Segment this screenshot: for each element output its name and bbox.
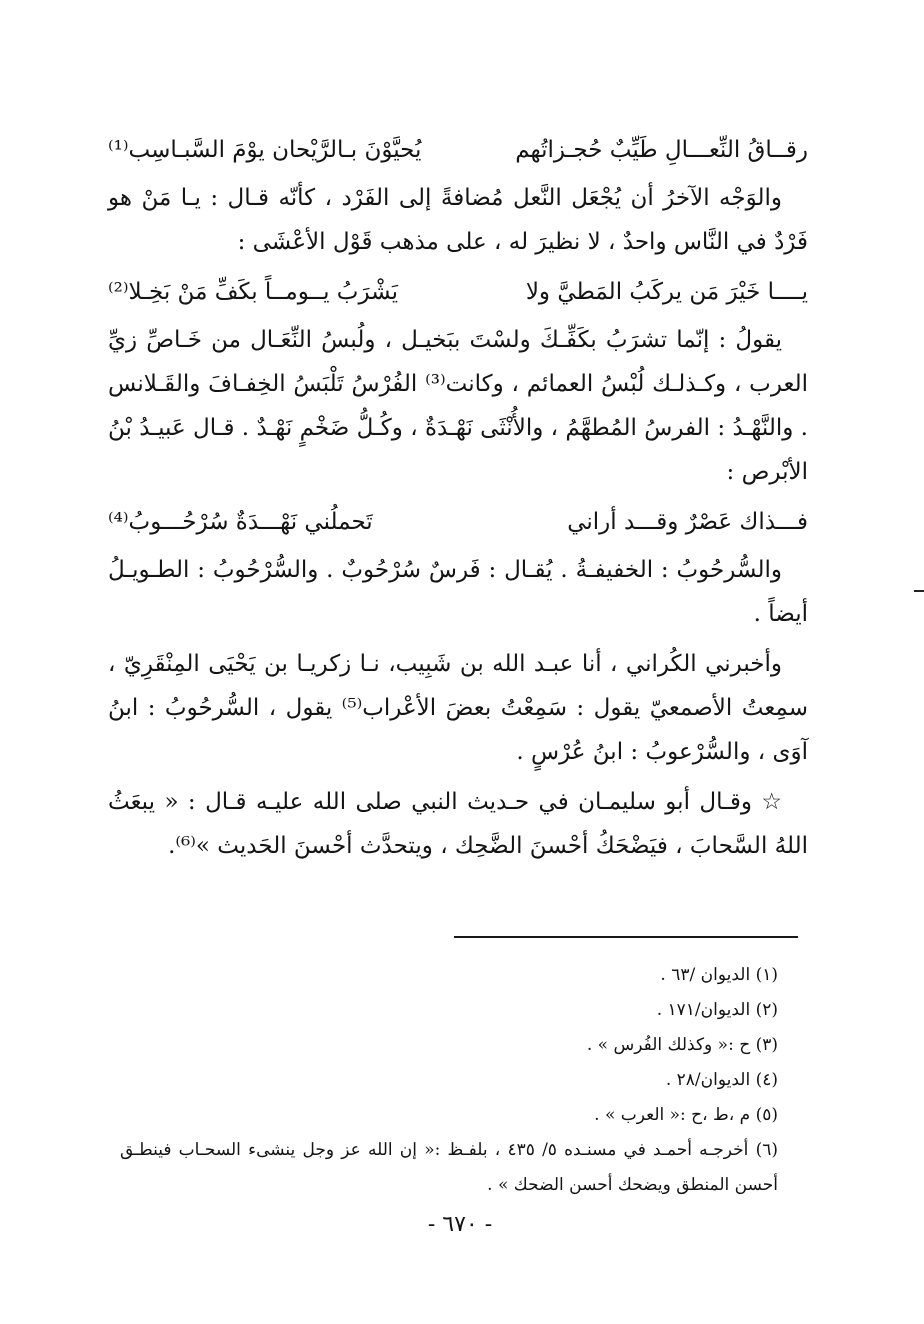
verse-2 bbox=[108, 270, 808, 314]
paragraph-5: ☆ وقـال أبو سليمـان في حـديث النبي صلى الله عليـه قـال : « يبعَثُ اللهُ السَّحابَ ، فيَضْحَكُ أحْسنَ الضَّحِك ، ويتحدَّث أحْسنَ الحَديث »⁽⁶⁾. bbox=[108, 789, 808, 859]
footnote-5: (٥) م ،ط ،ح :« العرب » . bbox=[594, 1105, 778, 1125]
verse-1-second-hemistich: يُحيَّوْنَ بـالرَّيْحان يوْمَ السَّبـاسِب⁽¹⁾ bbox=[108, 137, 422, 163]
footnote-3: (٣) ح :« وكذلك الفُرس » . bbox=[586, 1035, 778, 1055]
page-number: - ٦٧٠ - bbox=[427, 1212, 493, 1237]
footnotes bbox=[120, 958, 800, 1203]
paragraph-1: والوَجْه الآخرُ أن يُجْعَل النَّعل مُضافةً إلى الفَرْد ، كأنّه قـال : يـا مَنْ هو فَرْدٌ في النَّاس واحدٌ ، لا نظيرَ له ، على مذهب قَوْل الأعْشَى : bbox=[108, 185, 808, 255]
footnote-1: (١) الديوان /٦٣ . bbox=[660, 965, 778, 985]
verse-2-first-hemistich: يــــا خَيْرَ مَن يركَبُ المَطيَّ ولا bbox=[525, 279, 808, 305]
footnote-6: (٦) أخرجـه أحمـد في مسنـده ٥/ ٤٣٥ ، بلفـظ :« إن الله عز وجل ينشىء السحـاب فينطـق أحسن المنطق ويضحك أحسن الضحك » . bbox=[120, 1140, 778, 1195]
verse-3-first-hemistich: فـــذاك عَصْرٌ وقـــد أراني bbox=[567, 509, 808, 535]
margin-mark bbox=[914, 590, 924, 592]
footnote-separator bbox=[454, 936, 798, 938]
verse-3 bbox=[108, 500, 808, 544]
paragraph-2: يقولُ : إنّما تشرَبُ بكَفِّـكَ ولسْتَ ببَخيـل ، ولُبسُ النِّعَـال من خَـاصِّ زيِّ العرب ، وكـذلـك لُبْسُ العمائم ، وكانت⁽³⁾ الفُرْسُ تَلْبَسُ الخِفـافَ والقَـلانس . والنَّهْـدُ : الفرسُ المُطهَّمُ ، والأُنْثَى نَهْـدَةٌ ، وكُـلُّ ضَخْمٍ نَهْـدٌ . قـال عَبيـدُ بْنُ الأبْرص : bbox=[108, 327, 809, 485]
paragraph-4: وأخبرني الكُراني ، أنا عبـد الله بن شَبِيب، نـا زكريـا بن يَحْيَى المِنْقَرِيّ ، سمِعتُ الأصمعيّ يقول : سَمِعْتُ بعضَ الأعْراب⁽⁵⁾ يقول ، السُّرحُوبُ : ابنُ آوَى ، والسُّرْعوبُ : ابنُ عُرْسٍ . bbox=[108, 651, 808, 765]
verse-2-second-hemistich: يَشْرَبُ يــومــاً بكَفِّ مَنْ بَخِـلا⁽²⁾ bbox=[108, 279, 399, 305]
verse-1-first-hemistich: رقــاقُ النِّعـــالِ طَيِّبٌ حُجـزاتُهم bbox=[515, 137, 808, 163]
verse-1 bbox=[108, 128, 808, 172]
paragraph-3: والسُّرحُوبُ : الخفيفـةُ . يُقـال : فَرسٌ سُرْحُوبٌ . والسُّرْحُوبُ : الطـويـلُ أيضاً . bbox=[108, 557, 808, 627]
footnote-4: (٤) الديوان/٢٨ . bbox=[665, 1070, 778, 1090]
verse-3-second-hemistich: تَحملُني نَهْـــدَةٌ سُرْحُـــوبُ⁽⁴⁾ bbox=[108, 509, 373, 535]
footnote-2: (٢) الديوان/١٧١ . bbox=[656, 1000, 778, 1020]
